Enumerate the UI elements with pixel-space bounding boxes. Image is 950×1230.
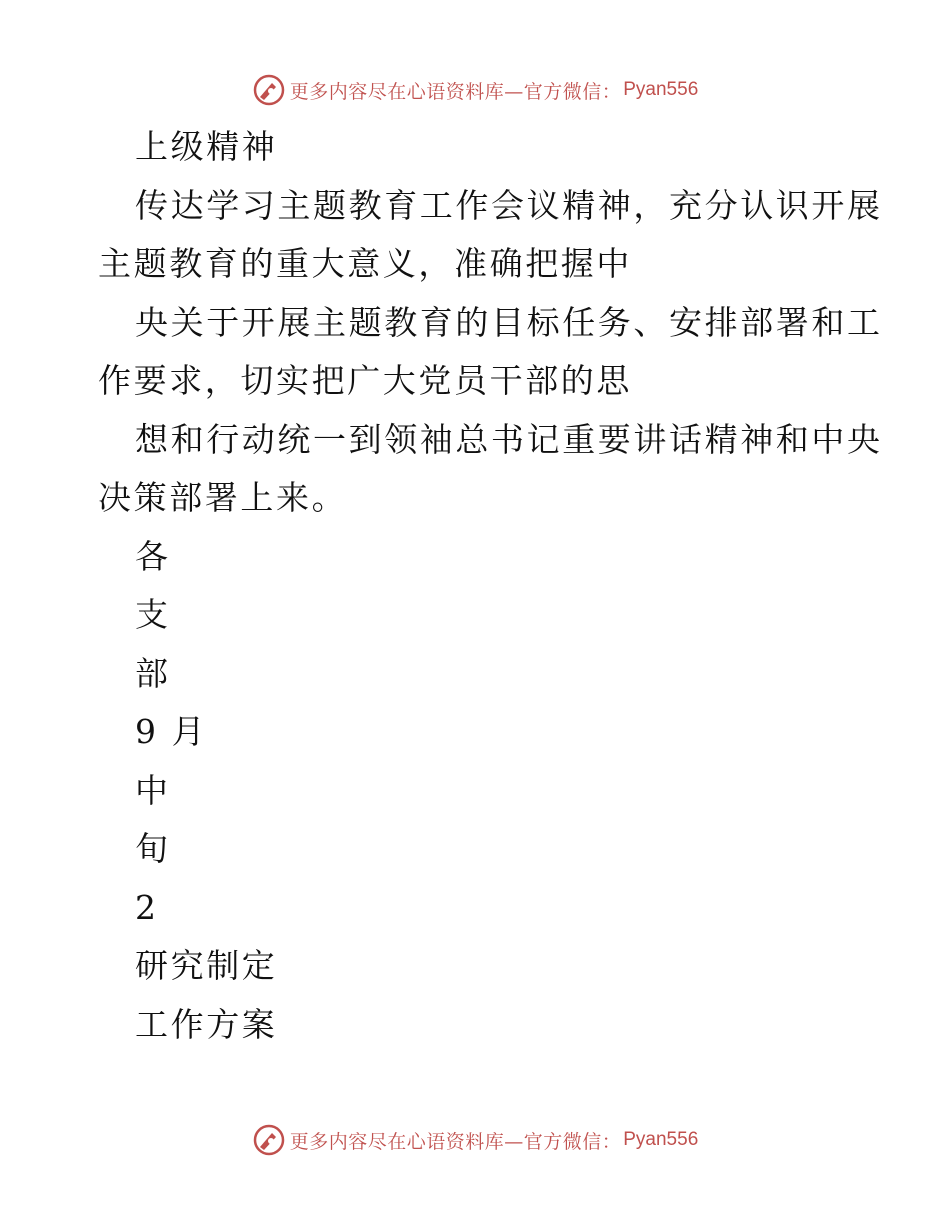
text-line: 传达学习主题教育工作会议精神，充分认识开展 (135, 185, 883, 225)
pen-logo-icon (252, 73, 286, 107)
text-line: 想和行动统一到领袖总书记重要讲话精神和中央 (135, 419, 883, 459)
header-watermark (0, 70, 950, 110)
text-line: 部 (135, 653, 171, 693)
text-line: 中 (135, 770, 171, 810)
text-line: 2 (135, 887, 159, 927)
document-body (98, 118, 883, 1054)
text-line: 作要求，切实把广大党员干部的思 (98, 361, 632, 400)
text-line: 工作方案 (135, 1004, 278, 1044)
text-line: 9 月 (135, 712, 208, 751)
text-line: 支 (135, 595, 171, 634)
text-line: 旬 (135, 829, 171, 868)
text-line: 主题教育的重大意义，准确把握中 (98, 244, 632, 283)
footer-watermark (0, 1120, 950, 1160)
watermark-text: 更多内容尽在心语资料库—官方微信： (289, 1130, 622, 1153)
watermark-id: Pyan556 (623, 1129, 699, 1150)
text-line: 决策部署上来。 (98, 478, 348, 517)
text-line: 研究制定 (135, 946, 278, 985)
text-line: 央关于开展主题教育的目标任务、安排部署和工 (135, 302, 883, 342)
watermark-text: 更多内容尽在心语资料库—官方微信： (289, 80, 622, 103)
pen-logo-icon (252, 1123, 286, 1157)
watermark-id: Pyan556 (623, 79, 699, 100)
text-line: 各 (135, 536, 171, 576)
text-line: 上级精神 (135, 127, 278, 166)
